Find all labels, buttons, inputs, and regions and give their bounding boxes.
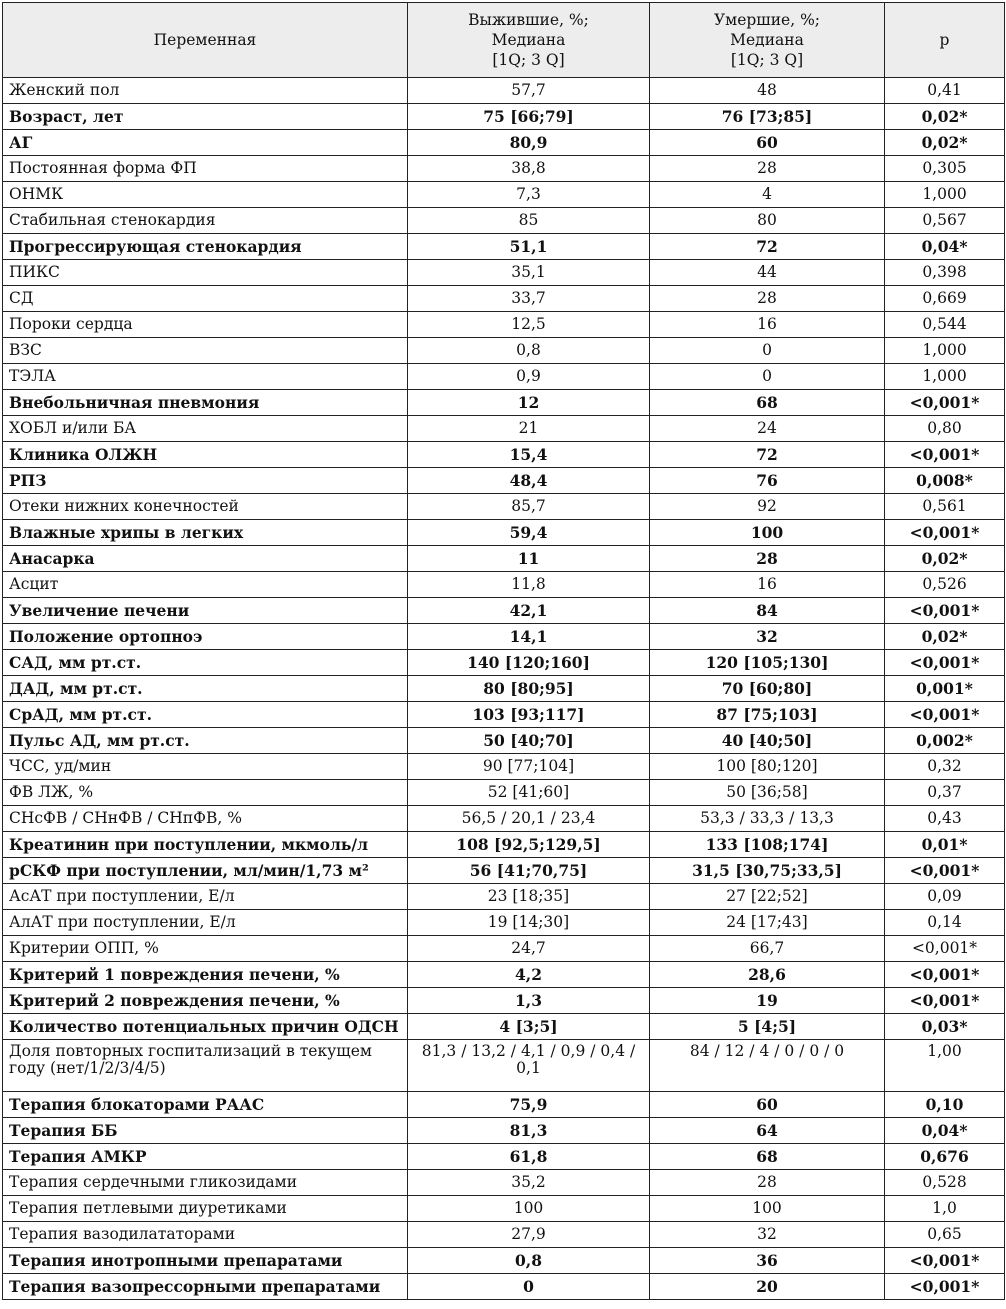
cell-died: 72 [650,442,885,468]
cell-variable: Критерий 1 повреждения печени, % [3,962,408,988]
cell-survived: 33,7 [408,286,650,312]
table-row [3,988,1005,1014]
cell-survived: 12 [408,390,650,416]
cell-variable: Терапия ББ [3,1118,408,1144]
table-row [3,390,1005,416]
cell-variable: ФВ ЛЖ, % [3,780,408,806]
cell-variable: ОНМК [3,182,408,208]
table-row [3,208,1005,234]
table-row [3,754,1005,780]
table-row [3,338,1005,364]
cell-variable: Стабильная стенокардия [3,208,408,234]
table-row [3,1014,1005,1040]
cell-survived: 81,3 [408,1118,650,1144]
cell-survived: 56 [41;70,75] [408,858,650,884]
cell-survived: 27,9 [408,1222,650,1248]
table-row [3,858,1005,884]
table-row [3,442,1005,468]
cell-died: 87 [75;103] [650,702,885,728]
cell-died: 28 [650,286,885,312]
table-row [3,598,1005,624]
cell-variable: АГ [3,130,408,156]
cell-died: 28 [650,546,885,572]
cell-died: 76 [73;85] [650,104,885,130]
cell-died: 20 [650,1274,885,1300]
cell-died: 0 [650,364,885,390]
table-row [3,130,1005,156]
cell-p-value: <0,001* [885,1248,1005,1274]
cell-died: 68 [650,390,885,416]
cell-variable: ЧСС, уд/мин [3,754,408,780]
cell-died: 16 [650,312,885,338]
table-row [3,546,1005,572]
cell-p-value: 0,398 [885,260,1005,286]
cell-variable: Терапия сердечными гликозидами [3,1170,408,1196]
cell-variable: ВЗС [3,338,408,364]
table-row [3,78,1005,104]
cell-p-value: 1,000 [885,338,1005,364]
cell-p-value: 0,676 [885,1144,1005,1170]
cell-p-value: <0,001* [885,390,1005,416]
table-row [3,1248,1005,1274]
cell-survived: 35,1 [408,260,650,286]
table-row [3,962,1005,988]
cell-died: 36 [650,1248,885,1274]
cell-p-value: <0,001* [885,702,1005,728]
cell-variable: СД [3,286,408,312]
cell-survived: 75,9 [408,1092,650,1118]
cell-survived: 15,4 [408,442,650,468]
cell-p-value: 0,04* [885,1118,1005,1144]
cell-p-value: 0,43 [885,806,1005,832]
cell-survived: 24,7 [408,936,650,962]
cell-died: 31,5 [30,75;33,5] [650,858,885,884]
cell-p-value: 0,002* [885,728,1005,754]
table-row [3,910,1005,936]
cell-died: 80 [650,208,885,234]
cell-died: 84 [650,598,885,624]
cell-variable: Критерии ОПП, % [3,936,408,962]
table-row [3,234,1005,260]
cell-survived: 0 [408,1274,650,1300]
table-row [3,676,1005,702]
cell-survived: 48,4 [408,468,650,494]
table-row [3,780,1005,806]
cell-variable: Увеличение печени [3,598,408,624]
cell-p-value: <0,001* [885,1274,1005,1300]
header-row [3,3,1005,78]
cell-p-value: 0,04* [885,234,1005,260]
cell-died: 133 [108;174] [650,832,885,858]
cell-p-value: 0,14 [885,910,1005,936]
cell-died: 32 [650,624,885,650]
cell-p-value: 1,000 [885,364,1005,390]
cell-p-value: <0,001* [885,598,1005,624]
cell-died: 84 / 12 / 4 / 0 / 0 / 0 [650,1040,885,1092]
cell-p-value: 0,02* [885,546,1005,572]
cell-variable: Терапия вазодилататорами [3,1222,408,1248]
cell-died: 72 [650,234,885,260]
cell-variable: САД, мм рт.ст. [3,650,408,676]
cell-variable: АсАТ при поступлении, Е/л [3,884,408,910]
table-row [3,520,1005,546]
cell-p-value: 0,02* [885,130,1005,156]
table-row [3,104,1005,130]
table-row [3,936,1005,962]
cell-survived: 80 [80;95] [408,676,650,702]
cell-variable: Количество потенциальных причин ОДСН [3,1014,408,1040]
cell-p-value: 0,01* [885,832,1005,858]
cell-variable: Внебольничная пневмония [3,390,408,416]
cell-survived: 0,8 [408,1248,650,1274]
cell-survived: 23 [18;35] [408,884,650,910]
cell-survived: 56,5 / 20,1 / 23,4 [408,806,650,832]
header-variable: Переменная [3,3,408,78]
cell-died: 64 [650,1118,885,1144]
cell-p-value: 0,02* [885,624,1005,650]
cell-survived: 35,2 [408,1170,650,1196]
cell-p-value: 0,544 [885,312,1005,338]
cell-variable: Клиника ОЛЖН [3,442,408,468]
cell-died: 60 [650,130,885,156]
cell-survived: 103 [93;117] [408,702,650,728]
cell-died: 4 [650,182,885,208]
cell-variable: Отеки нижних конечностей [3,494,408,520]
cell-died: 27 [22;52] [650,884,885,910]
cell-p-value: 0,001* [885,676,1005,702]
table-row [3,364,1005,390]
cell-p-value: <0,001* [885,962,1005,988]
cell-variable: АлАТ при поступлении, Е/л [3,910,408,936]
header-died: Умершие, %; Медиана [1Q; 3 Q] [650,3,885,78]
cell-survived: 4,2 [408,962,650,988]
cell-survived: 1,3 [408,988,650,1014]
cell-variable: рСКФ при поступлении, мл/мин/1,73 м² [3,858,408,884]
table-row [3,832,1005,858]
cell-survived: 80,9 [408,130,650,156]
table-row [3,650,1005,676]
cell-p-value: 0,669 [885,286,1005,312]
cell-p-value: <0,001* [885,442,1005,468]
cell-p-value: 0,10 [885,1092,1005,1118]
table-row [3,468,1005,494]
table-row [3,1040,1005,1092]
cell-died: 53,3 / 33,3 / 13,3 [650,806,885,832]
cell-died: 44 [650,260,885,286]
cell-survived: 4 [3;5] [408,1014,650,1040]
cell-p-value: 0,561 [885,494,1005,520]
cell-p-value: <0,001* [885,988,1005,1014]
cell-survived: 85,7 [408,494,650,520]
cell-survived: 90 [77;104] [408,754,650,780]
cell-died: 28 [650,156,885,182]
cell-died: 60 [650,1092,885,1118]
table-row [3,1170,1005,1196]
cell-died: 40 [40;50] [650,728,885,754]
cell-p-value: 0,09 [885,884,1005,910]
cell-survived: 0,9 [408,364,650,390]
cell-variable: Пульс АД, мм рт.ст. [3,728,408,754]
cell-p-value: 0,567 [885,208,1005,234]
cell-survived: 50 [40;70] [408,728,650,754]
table-row [3,806,1005,832]
cell-died: 5 [4;5] [650,1014,885,1040]
cell-died: 70 [60;80] [650,676,885,702]
cell-died: 32 [650,1222,885,1248]
table-row [3,156,1005,182]
cell-died: 92 [650,494,885,520]
cell-variable: Терапия петлевыми диуретиками [3,1196,408,1222]
comparison-table [2,2,1005,1300]
table-row [3,260,1005,286]
cell-p-value: 1,0 [885,1196,1005,1222]
cell-survived: 85 [408,208,650,234]
table-row [3,312,1005,338]
cell-survived: 57,7 [408,78,650,104]
cell-variable: Пороки сердца [3,312,408,338]
cell-p-value: 0,37 [885,780,1005,806]
cell-died: 16 [650,572,885,598]
cell-died: 68 [650,1144,885,1170]
table-header [3,3,1005,78]
cell-variable: Влажные хрипы в легких [3,520,408,546]
table-row [3,1092,1005,1118]
cell-p-value: <0,001* [885,858,1005,884]
cell-died: 100 [80;120] [650,754,885,780]
cell-died: 0 [650,338,885,364]
cell-variable: Постоянная форма ФП [3,156,408,182]
cell-died: 24 [17;43] [650,910,885,936]
table-row [3,572,1005,598]
cell-survived: 42,1 [408,598,650,624]
cell-died: 50 [36;58] [650,780,885,806]
table-row [3,416,1005,442]
cell-variable: РПЗ [3,468,408,494]
cell-p-value: 0,65 [885,1222,1005,1248]
cell-p-value: 0,03* [885,1014,1005,1040]
cell-variable: Креатинин при поступлении, мкмоль/л [3,832,408,858]
cell-survived: 38,8 [408,156,650,182]
cell-variable: Терапия блокаторами РААС [3,1092,408,1118]
cell-survived: 14,1 [408,624,650,650]
cell-p-value: 1,00 [885,1040,1005,1092]
table-row [3,494,1005,520]
cell-survived: 59,4 [408,520,650,546]
cell-survived: 81,3 / 13,2 / 4,1 / 0,9 / 0,4 / 0,1 [408,1040,650,1092]
table-row [3,728,1005,754]
cell-died: 19 [650,988,885,1014]
table-row [3,624,1005,650]
cell-variable: Доля повторных госпитализаций в текущем году (нет/1/2/3/4/5) [3,1040,408,1092]
cell-survived: 75 [66;79] [408,104,650,130]
cell-p-value: <0,001* [885,520,1005,546]
cell-p-value: 0,80 [885,416,1005,442]
cell-died: 24 [650,416,885,442]
cell-survived: 140 [120;160] [408,650,650,676]
cell-died: 48 [650,78,885,104]
cell-survived: 108 [92,5;129,5] [408,832,650,858]
table-body [3,78,1005,1300]
table-row [3,1274,1005,1300]
table-row [3,1222,1005,1248]
cell-variable: Возраст, лет [3,104,408,130]
header-survived: Выжившие, %; Медиана [1Q; 3 Q] [408,3,650,78]
cell-p-value: 0,41 [885,78,1005,104]
cell-survived: 0,8 [408,338,650,364]
cell-died: 100 [650,1196,885,1222]
cell-p-value: <0,001* [885,936,1005,962]
cell-p-value: 0,528 [885,1170,1005,1196]
cell-variable: Асцит [3,572,408,598]
cell-variable: ХОБЛ и/или БА [3,416,408,442]
cell-variable: Терапия инотропными препаратами [3,1248,408,1274]
cell-survived: 19 [14;30] [408,910,650,936]
cell-p-value: 1,000 [885,182,1005,208]
cell-variable: ДАД, мм рт.ст. [3,676,408,702]
cell-survived: 61,8 [408,1144,650,1170]
cell-died: 66,7 [650,936,885,962]
cell-survived: 12,5 [408,312,650,338]
cell-p-value: 0,526 [885,572,1005,598]
cell-p-value: <0,001* [885,650,1005,676]
cell-survived: 100 [408,1196,650,1222]
cell-variable: Анасарка [3,546,408,572]
cell-died: 76 [650,468,885,494]
cell-survived: 51,1 [408,234,650,260]
cell-p-value: 0,008* [885,468,1005,494]
cell-variable: Женский пол [3,78,408,104]
cell-variable: ТЭЛА [3,364,408,390]
cell-died: 28 [650,1170,885,1196]
table-row [3,1144,1005,1170]
cell-p-value: 0,305 [885,156,1005,182]
cell-survived: 52 [41;60] [408,780,650,806]
cell-died: 120 [105;130] [650,650,885,676]
cell-p-value: 0,02* [885,104,1005,130]
cell-variable: ПИКС [3,260,408,286]
table-row [3,1196,1005,1222]
table-row [3,702,1005,728]
cell-variable: Критерий 2 повреждения печени, % [3,988,408,1014]
cell-variable: Положение ортопноэ [3,624,408,650]
table-row [3,884,1005,910]
cell-survived: 7,3 [408,182,650,208]
cell-died: 28,6 [650,962,885,988]
cell-survived: 11 [408,546,650,572]
cell-variable: Терапия вазопрессорными препаратами [3,1274,408,1300]
cell-variable: Терапия АМКР [3,1144,408,1170]
table-row [3,286,1005,312]
table-row [3,1118,1005,1144]
cell-survived: 21 [408,416,650,442]
header-p-value: p [885,3,1005,78]
table-row [3,182,1005,208]
cell-p-value: 0,32 [885,754,1005,780]
cell-variable: СНсФВ / СНнФВ / СНпФВ, % [3,806,408,832]
cell-variable: Прогрессирующая стенокардия [3,234,408,260]
cell-died: 100 [650,520,885,546]
cell-survived: 11,8 [408,572,650,598]
cell-variable: СрАД, мм рт.ст. [3,702,408,728]
